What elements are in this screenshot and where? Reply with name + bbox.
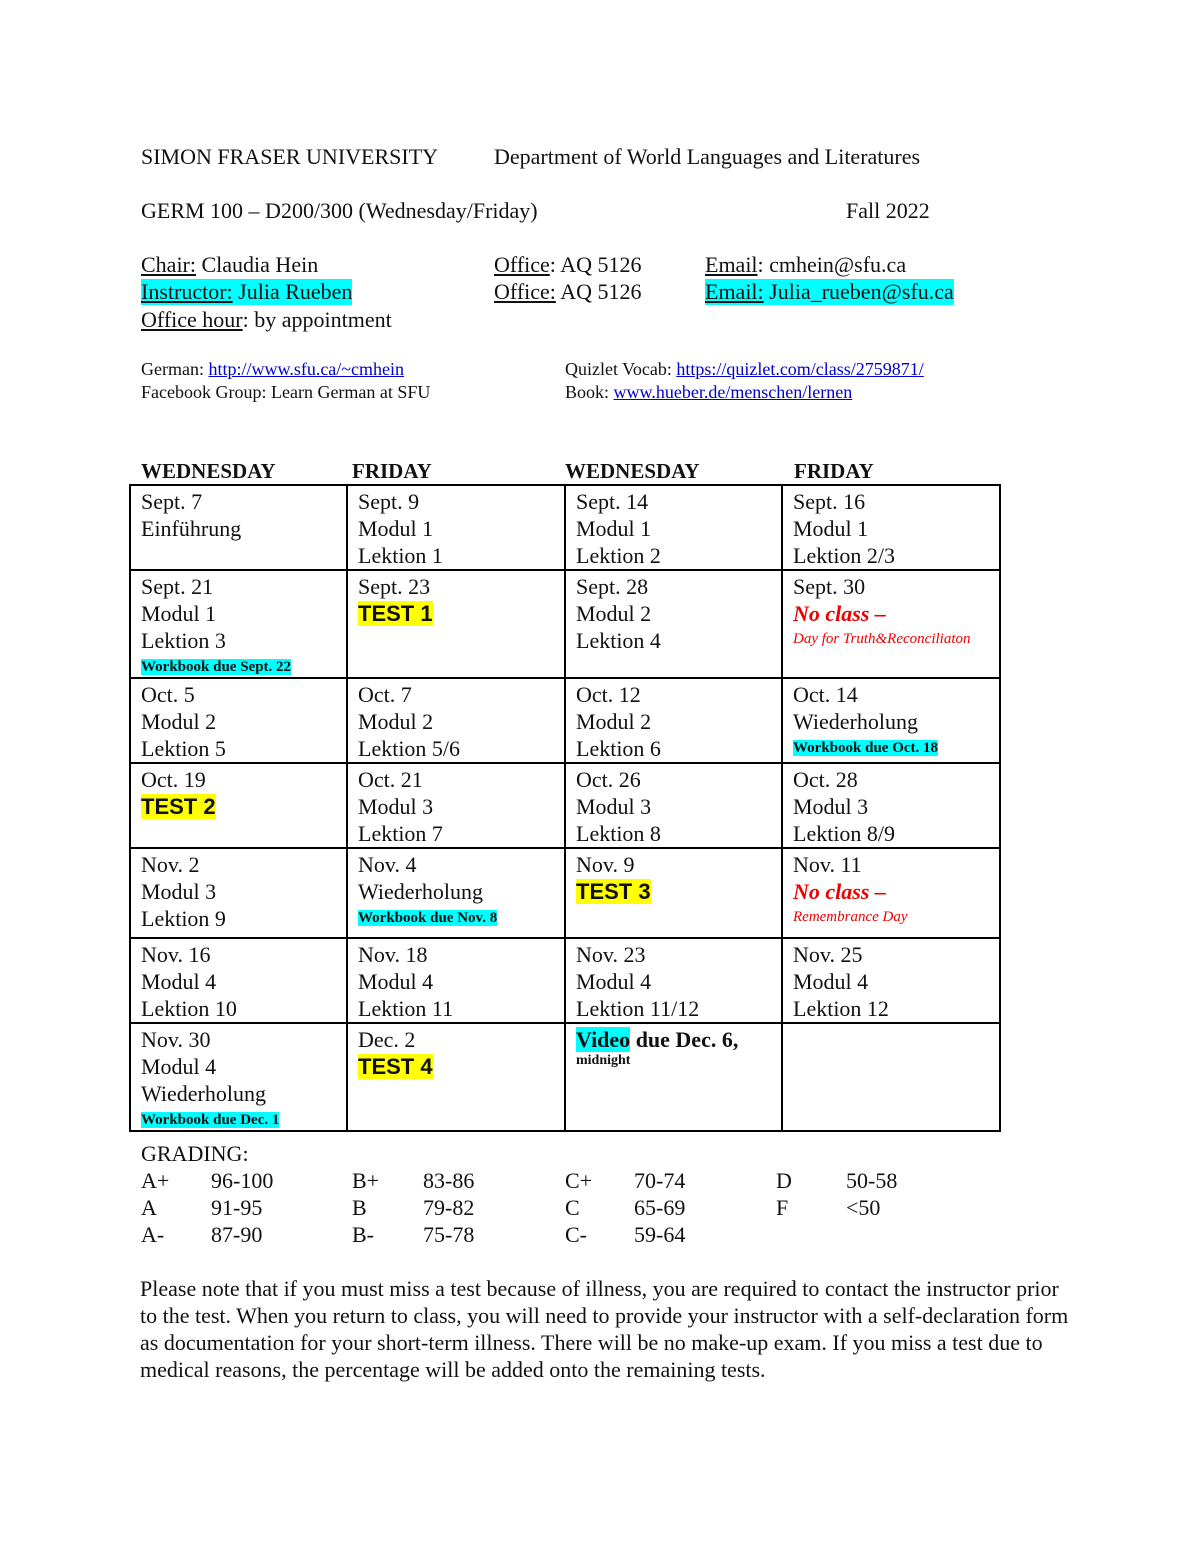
chair-line — [141, 252, 318, 278]
schedule-row — [130, 938, 1000, 1023]
class-topic-line — [793, 793, 989, 820]
class-topic: Wiederholung — [793, 709, 918, 734]
schedule-row — [130, 570, 1000, 678]
test-label: TEST 3 — [576, 879, 651, 904]
class-date: Sept. 14 — [576, 489, 649, 514]
grade-range: 70-74 — [634, 1168, 686, 1193]
chair-label: Chair: — [141, 252, 196, 277]
grade-letter: B+ — [352, 1168, 380, 1193]
class-date: Oct. 28 — [793, 767, 858, 792]
class-topic-line — [358, 968, 554, 995]
instructor-office-label: Office: — [494, 279, 556, 304]
office-hour — [141, 307, 392, 333]
schedule-cell — [130, 678, 347, 763]
class-lesson-line — [576, 542, 771, 569]
schedule-cell — [565, 848, 782, 938]
instructor-email-label: Email: — [705, 279, 764, 304]
test-label: TEST 2 — [141, 794, 216, 819]
class-date-line — [141, 851, 336, 878]
workbook-due-badge: Workbook due Nov. 8 — [358, 910, 498, 926]
schedule-cell — [782, 938, 1000, 1023]
grade-letter: A+ — [141, 1168, 170, 1193]
class-lesson-line — [358, 542, 554, 569]
quizlet-link-line — [565, 359, 924, 380]
grade-letter: C- — [565, 1222, 587, 1247]
class-lesson: Lektion 4 — [576, 628, 661, 653]
office-hour-value: : by appointment — [242, 307, 392, 332]
book-link-line — [565, 382, 852, 403]
chair-email-label: Email — [705, 252, 758, 277]
class-date: Oct. 5 — [141, 682, 195, 707]
class-topic-line — [576, 515, 771, 542]
quizlet-link[interactable]: https://quizlet.com/class/2759871/ — [676, 359, 924, 379]
schedule-cell — [782, 763, 1000, 848]
class-topic: Modul 1 — [793, 516, 869, 541]
course-title: GERM 100 – D200/300 (Wednesday/Friday) — [141, 198, 538, 223]
class-topic-line — [141, 515, 336, 542]
class-date-line — [793, 681, 989, 708]
class-date-line — [576, 681, 771, 708]
test-label-line — [141, 793, 336, 820]
schedule-row — [130, 678, 1000, 763]
class-date-line — [141, 766, 336, 793]
class-lesson: Lektion 8 — [576, 821, 661, 846]
schedule-cell — [347, 678, 565, 763]
grade-range: 87-90 — [211, 1222, 263, 1247]
class-topic-line — [358, 793, 554, 820]
class-date: Sept. 16 — [793, 489, 866, 514]
chair-name: Claudia Hein — [196, 252, 319, 277]
schedule-row — [130, 848, 1000, 938]
schedule-cell — [347, 938, 565, 1023]
class-date-line — [793, 766, 989, 793]
book-label: Book: — [565, 382, 614, 402]
schedule-cell — [565, 1023, 782, 1131]
chair-email-value[interactable]: : cmhein@sfu.ca — [757, 252, 907, 277]
grade-letter: C+ — [565, 1168, 593, 1193]
schedule-cell — [130, 938, 347, 1023]
class-topic-line — [793, 968, 989, 995]
class-topic: Modul 4 — [141, 1054, 217, 1079]
class-date-line — [358, 851, 554, 878]
class-lesson: Lektion 9 — [141, 906, 226, 931]
grade-range: <50 — [846, 1195, 881, 1220]
class-lesson-line — [141, 627, 336, 654]
class-topic-line — [576, 708, 771, 735]
grading-title: GRADING: — [141, 1141, 249, 1166]
class-date: Oct. 21 — [358, 767, 423, 792]
class-lesson: Lektion 7 — [358, 821, 443, 846]
class-lesson-line — [576, 995, 771, 1022]
class-topic-line — [141, 1053, 336, 1080]
grade-letter: B- — [352, 1222, 374, 1247]
class-topic: Modul 4 — [141, 969, 217, 994]
class-lesson: Lektion 11 — [358, 996, 454, 1021]
schedule-cell — [130, 763, 347, 848]
schedule-cell — [130, 570, 347, 678]
video-due-line — [576, 1026, 771, 1053]
class-date-line — [141, 1026, 336, 1053]
class-date: Dec. 2 — [358, 1027, 416, 1052]
class-topic-line — [141, 968, 336, 995]
schedule-cell — [347, 1023, 565, 1131]
class-lesson: Lektion 6 — [576, 736, 661, 761]
day-header-wednesday-2: WEDNESDAY — [565, 459, 700, 483]
class-topic: Modul 1 — [576, 516, 652, 541]
class-date: Sept. 23 — [358, 574, 431, 599]
class-date: Sept. 28 — [576, 574, 649, 599]
instructor-name: Julia Rueben — [232, 279, 353, 304]
schedule-cell — [130, 485, 347, 570]
schedule-cell — [782, 1023, 1000, 1131]
class-date: Nov. 4 — [358, 852, 417, 877]
no-class-reason: Remembrance Day — [793, 909, 908, 925]
class-topic-line — [576, 968, 771, 995]
instructor-email-value[interactable]: Julia_rueben@sfu.ca — [763, 279, 954, 304]
workbook-due-badge-line — [141, 1107, 336, 1130]
schedule-cell — [565, 678, 782, 763]
instructor-label: Instructor: — [141, 279, 233, 304]
class-lesson-line — [576, 735, 771, 762]
class-lesson: Lektion 10 — [141, 996, 237, 1021]
german-link[interactable]: http://www.sfu.ca/~cmhein — [208, 359, 405, 379]
class-date-line — [358, 573, 554, 600]
instructor-office — [494, 279, 641, 305]
class-date: Oct. 12 — [576, 682, 641, 707]
schedule-cell — [782, 485, 1000, 570]
class-date: Oct. 7 — [358, 682, 412, 707]
schedule-cell — [347, 485, 565, 570]
class-date-line — [576, 573, 771, 600]
schedule-cell — [565, 485, 782, 570]
class-topic: Wiederholung — [358, 879, 483, 904]
instructor-email — [705, 279, 954, 305]
chair-office-label: Office — [494, 252, 550, 277]
schedule-table — [129, 484, 1001, 1132]
class-date: Nov. 9 — [576, 852, 635, 877]
class-date-line — [576, 488, 771, 515]
class-topic: Modul 2 — [141, 709, 217, 734]
class-date: Sept. 30 — [793, 574, 866, 599]
term: Fall 2022 — [846, 198, 930, 223]
instructor-office-value: AQ 5126 — [555, 279, 642, 304]
class-date: Nov. 2 — [141, 852, 200, 877]
day-header-wednesday-1: WEDNESDAY — [141, 459, 276, 483]
class-date-line — [793, 941, 989, 968]
day-header-friday-1: FRIDAY — [352, 459, 432, 483]
grade-range: 65-69 — [634, 1195, 686, 1220]
class-lesson-line — [358, 735, 554, 762]
class-date-line — [358, 488, 554, 515]
test-label-line — [576, 878, 771, 905]
class-lesson: Lektion 5/6 — [358, 736, 461, 761]
grade-letter: C — [565, 1195, 580, 1220]
schedule-cell — [782, 678, 1000, 763]
class-lesson: Lektion 5 — [141, 736, 226, 761]
class-topic-line — [576, 600, 771, 627]
class-date: Nov. 23 — [576, 942, 646, 967]
schedule-cell — [130, 848, 347, 938]
class-topic: Modul 4 — [793, 969, 869, 994]
class-date: Nov. 11 — [793, 852, 862, 877]
grade-range: 79-82 — [423, 1195, 475, 1220]
class-topic-line — [141, 708, 336, 735]
class-date-line — [793, 488, 989, 515]
no-class-label-line — [793, 878, 989, 905]
class-topic-line — [358, 515, 554, 542]
schedule-cell — [565, 763, 782, 848]
class-topic: Modul 4 — [358, 969, 434, 994]
class-date-line — [576, 941, 771, 968]
class-lesson-line — [141, 995, 336, 1022]
no-class-label: No class – — [793, 601, 886, 626]
grade-letter: A — [141, 1195, 157, 1220]
class-date-line — [141, 488, 336, 515]
test-label: TEST 1 — [358, 601, 433, 626]
class-date-line — [358, 766, 554, 793]
quizlet-label: Quizlet Vocab: — [565, 359, 677, 379]
workbook-due-badge: Workbook due Sept. 22 — [141, 659, 292, 675]
grade-range: 83-86 — [423, 1168, 475, 1193]
class-lesson: Lektion 2 — [576, 543, 661, 568]
class-lesson-line — [141, 735, 336, 762]
facebook-group: Facebook Group: Learn German at SFU — [141, 382, 431, 402]
video-due-time: midnight — [576, 1053, 631, 1068]
class-topic-line — [141, 600, 336, 627]
class-lesson: Lektion 11/12 — [576, 996, 700, 1021]
video-due-date: due Dec. 6, — [630, 1027, 739, 1052]
grade-range: 50-58 — [846, 1168, 898, 1193]
class-date: Oct. 26 — [576, 767, 641, 792]
class-topic-line — [793, 708, 989, 735]
schedule-cell — [782, 570, 1000, 678]
class-lesson-line — [793, 995, 989, 1022]
class-topic: Modul 2 — [576, 601, 652, 626]
german-label: German: — [141, 359, 209, 379]
workbook-due-badge-line — [793, 735, 989, 758]
class-lesson: Lektion 2/3 — [793, 543, 896, 568]
book-link[interactable]: www.hueber.de/menschen/lernen — [613, 382, 853, 402]
class-date: Nov. 16 — [141, 942, 211, 967]
chair-office-value: : AQ 5126 — [549, 252, 642, 277]
instructor-line — [141, 279, 352, 305]
department-name: Department of World Languages and Literatures — [494, 144, 921, 169]
class-lesson-line — [793, 542, 989, 569]
class-date: Nov. 18 — [358, 942, 428, 967]
grade-letter: D — [776, 1168, 792, 1193]
workbook-due-badge-line — [358, 905, 554, 928]
grade-range: 91-95 — [211, 1195, 263, 1220]
schedule-cell — [347, 570, 565, 678]
workbook-due-badge: Workbook due Oct. 18 — [793, 740, 939, 756]
class-date-line — [576, 766, 771, 793]
class-lesson: Lektion 8/9 — [793, 821, 896, 846]
test-label-line — [358, 1053, 554, 1080]
class-topic-line — [793, 515, 989, 542]
class-topic: Modul 4 — [576, 969, 652, 994]
grade-letter: F — [776, 1195, 789, 1220]
class-date-line — [141, 941, 336, 968]
no-class-reason-line — [793, 627, 989, 648]
schedule-cell — [347, 763, 565, 848]
grade-range: 59-64 — [634, 1222, 686, 1247]
class-lesson: Wiederholung — [141, 1081, 266, 1106]
class-lesson-line — [358, 820, 554, 847]
class-date-line — [576, 851, 771, 878]
class-date-line — [141, 681, 336, 708]
class-lesson: Lektion 1 — [358, 543, 443, 568]
class-date-line — [358, 681, 554, 708]
schedule-cell — [565, 938, 782, 1023]
day-header-friday-2: FRIDAY — [794, 459, 874, 483]
class-date: Nov. 25 — [793, 942, 863, 967]
class-date-line — [793, 573, 989, 600]
class-date-line — [358, 1026, 554, 1053]
class-lesson-line — [141, 905, 336, 932]
workbook-due-badge: Workbook due Dec. 1 — [141, 1112, 280, 1128]
class-topic: Modul 3 — [358, 794, 434, 819]
class-lesson-line — [793, 820, 989, 847]
workbook-due-badge-line — [141, 654, 336, 677]
class-lesson-line — [358, 995, 554, 1022]
no-class-reason-line — [793, 905, 989, 926]
german-link-line — [141, 359, 404, 380]
class-date-line — [141, 573, 336, 600]
class-topic-line — [358, 878, 554, 905]
grade-range: 96-100 — [211, 1168, 274, 1193]
illness-policy-note: Please note that if you must miss a test because of illness, you are required to contact the instructor prior to the test. When you return to class, you will need to provide your instructor with a self-declaration form as documentation for your short-term illness. There will be no make-up exam. If you miss a test due to medical reasons, the percentage will be added onto the remaining tests. — [140, 1276, 1069, 1382]
class-topic: Modul 1 — [358, 516, 434, 541]
class-lesson: Lektion 12 — [793, 996, 889, 1021]
class-topic-line — [358, 708, 554, 735]
class-topic: Modul 3 — [793, 794, 869, 819]
office-hour-label: Office hour — [141, 307, 243, 332]
class-topic-line — [576, 793, 771, 820]
video-word: Video — [576, 1027, 631, 1052]
schedule-cell — [130, 1023, 347, 1131]
grade-range: 75-78 — [423, 1222, 475, 1247]
class-date-line — [793, 851, 989, 878]
class-lesson-line — [141, 1080, 336, 1107]
class-lesson-line — [576, 820, 771, 847]
schedule-cell — [782, 848, 1000, 938]
class-topic: Modul 2 — [576, 709, 652, 734]
university-name: SIMON FRASER UNIVERSITY — [141, 144, 439, 169]
class-date: Sept. 7 — [141, 489, 203, 514]
class-topic: Einführung — [141, 516, 242, 541]
class-topic-line — [141, 878, 336, 905]
chair-email — [705, 252, 906, 278]
no-class-label: No class – — [793, 879, 886, 904]
class-lesson: Lektion 3 — [141, 628, 226, 653]
schedule-row — [130, 485, 1000, 570]
class-date: Sept. 21 — [141, 574, 214, 599]
grade-letter: B — [352, 1195, 367, 1220]
class-topic: Modul 3 — [141, 879, 217, 904]
schedule-cell — [565, 570, 782, 678]
class-date: Nov. 30 — [141, 1027, 211, 1052]
class-date: Sept. 9 — [358, 489, 420, 514]
grade-letter: A- — [141, 1222, 165, 1247]
class-date: Oct. 14 — [793, 682, 858, 707]
class-date: Oct. 19 — [141, 767, 206, 792]
no-class-label-line — [793, 600, 989, 627]
no-class-reason: Day for Truth&Reconciliaton — [793, 631, 971, 647]
test-label-line — [358, 600, 554, 627]
schedule-cell — [347, 848, 565, 938]
class-lesson-line — [576, 627, 771, 654]
test-label: TEST 4 — [358, 1054, 433, 1079]
class-topic: Modul 3 — [576, 794, 652, 819]
schedule-row — [130, 763, 1000, 848]
class-date-line — [358, 941, 554, 968]
chair-office — [494, 252, 641, 278]
class-topic: Modul 2 — [358, 709, 434, 734]
class-topic: Modul 1 — [141, 601, 217, 626]
schedule-row — [130, 1023, 1000, 1131]
